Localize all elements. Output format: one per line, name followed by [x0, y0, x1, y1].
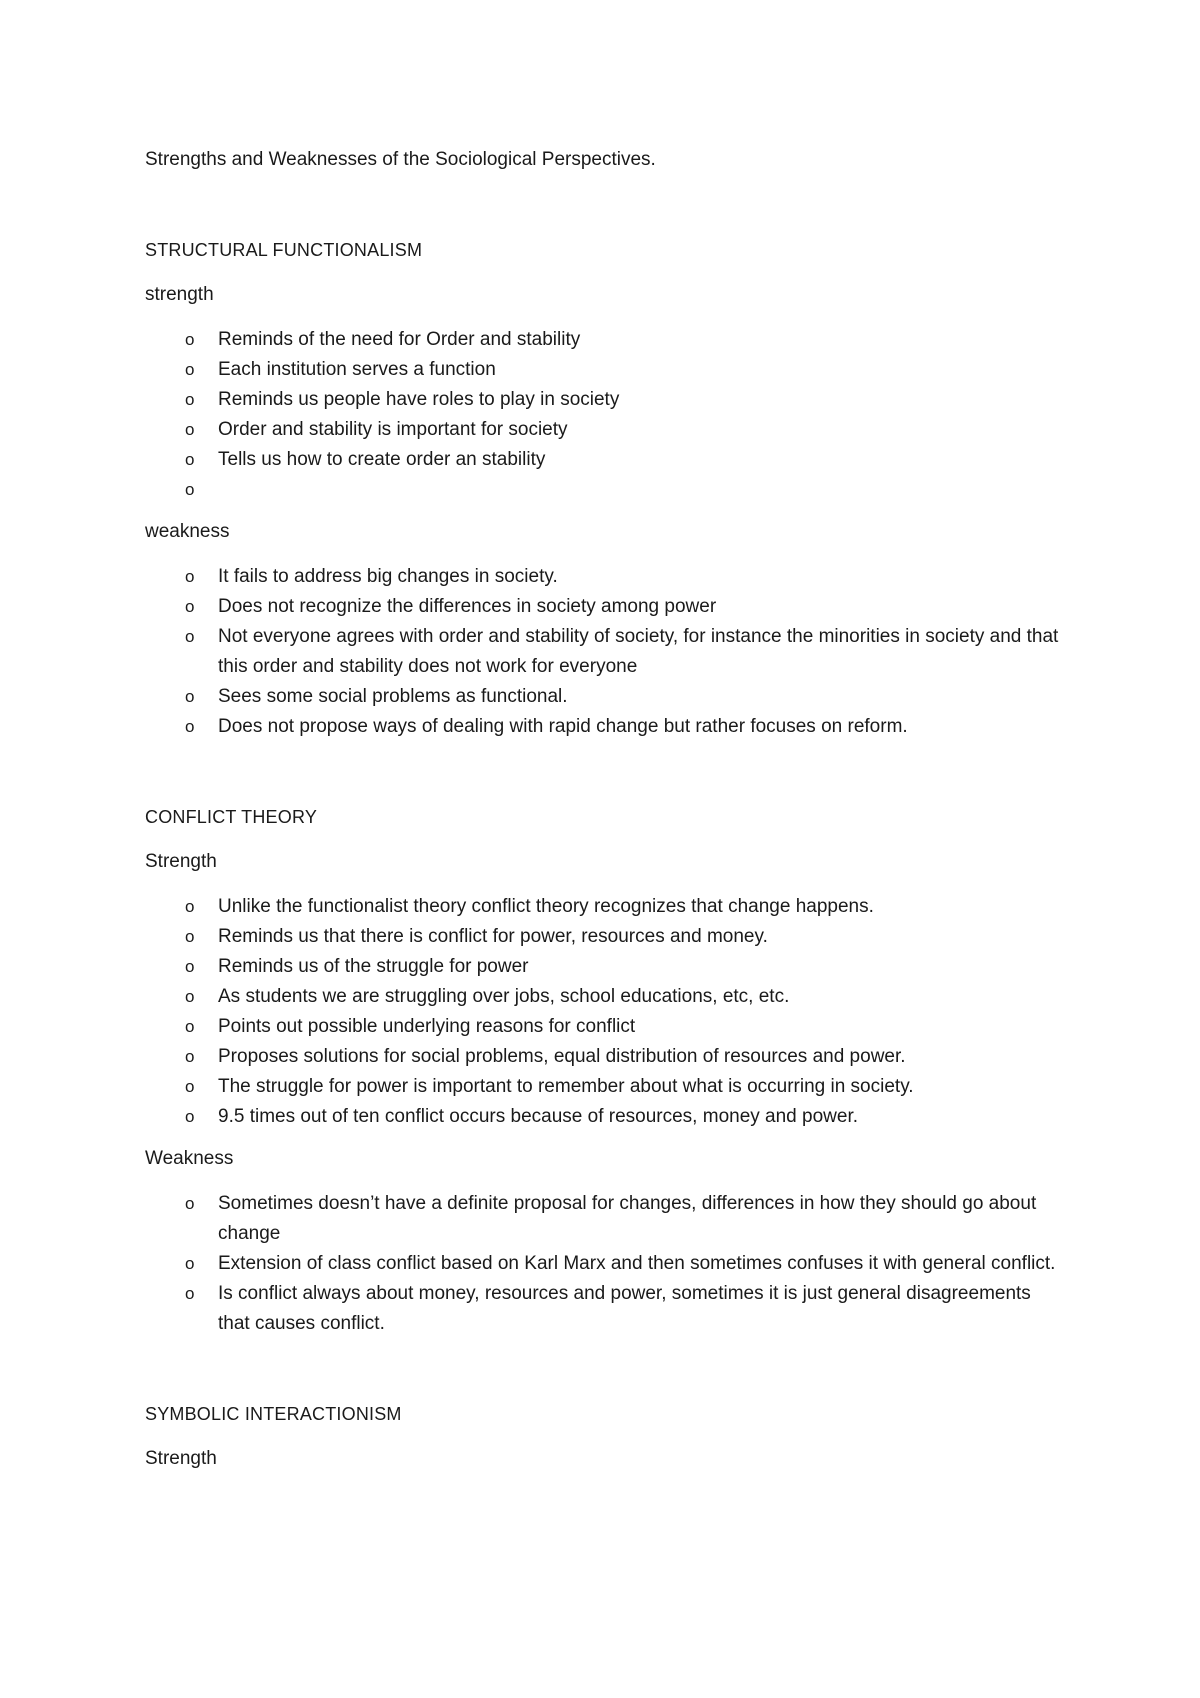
bullet-icon: o — [185, 687, 195, 706]
section-conflict-theory — [145, 802, 1065, 1339]
list-item — [145, 1279, 1065, 1339]
bullet-icon: o — [185, 717, 195, 736]
strength-list — [145, 325, 1065, 505]
section-heading: STRUCTURAL FUNCTIONALISM — [145, 240, 423, 260]
bullet-icon: o — [185, 420, 195, 439]
list-item — [145, 385, 1065, 415]
weakness-label: Weakness — [145, 1148, 234, 1169]
bullet-icon: o — [185, 567, 195, 586]
list-item-empty — [145, 475, 1065, 505]
list-item-text: It fails to address big changes in society. — [218, 566, 558, 587]
list-item-text: Proposes solutions for social problems, equal distribution of resources and power. — [218, 1046, 906, 1067]
bullet-icon: o — [185, 1107, 195, 1126]
weakness-list — [145, 1189, 1065, 1339]
list-item — [145, 415, 1065, 445]
bullet-icon: o — [185, 927, 195, 946]
list-item — [145, 922, 1065, 952]
list-item — [145, 355, 1065, 385]
strength-list — [145, 892, 1065, 1132]
section-heading: SYMBOLIC INTERACTIONISM — [145, 1404, 402, 1424]
list-item — [145, 1189, 1065, 1249]
list-item-text: Reminds of the need for Order and stability — [218, 329, 581, 350]
section-structural-functionalism — [145, 235, 1065, 742]
bullet-icon: o — [185, 450, 195, 469]
list-item — [145, 1012, 1065, 1042]
list-item-text: Reminds us of the struggle for power — [218, 956, 529, 977]
list-item-text: 9.5 times out of ten conflict occurs because of resources, money and power. — [218, 1106, 859, 1127]
bullet-icon: o — [185, 330, 195, 349]
bullet-icon: o — [185, 1194, 195, 1213]
list-item — [145, 682, 1065, 712]
document-title: Strengths and Weaknesses of the Sociological Perspectives. — [145, 149, 656, 170]
section-heading: CONFLICT THEORY — [145, 807, 318, 827]
list-item-text: Sometimes doesn’t have a definite proposal for changes, differences in how they should go about change — [218, 1193, 1037, 1244]
document-body — [145, 145, 1065, 1489]
list-item-text: Reminds us that there is conflict for power, resources and money. — [218, 926, 768, 947]
bullet-icon: o — [185, 1077, 195, 1096]
list-item — [145, 1072, 1065, 1102]
list-item-text: Points out possible underlying reasons for conflict — [218, 1016, 636, 1037]
strength-label: strength — [145, 284, 214, 305]
weakness-list — [145, 562, 1065, 742]
list-item-text: As students we are struggling over jobs, school educations, etc, etc. — [218, 986, 790, 1007]
list-item — [145, 712, 1065, 742]
list-item — [145, 562, 1065, 592]
list-item-text: The struggle for power is important to remember about what is occurring in society. — [218, 1076, 914, 1097]
bullet-icon: o — [185, 1017, 195, 1036]
list-item-text: Extension of class conflict based on Karl Marx and then sometimes confuses it with general conflict. — [218, 1253, 1056, 1274]
list-item-text: Not everyone agrees with order and stability of society, for instance the minorities in society and that this order and stability does not work for everyone — [218, 626, 1059, 677]
list-item — [145, 1102, 1065, 1132]
list-item-text: Sees some social problems as functional. — [218, 686, 568, 707]
list-item-text: Each institution serves a function — [218, 359, 496, 380]
list-item-text: Tells us how to create order an stability — [218, 449, 546, 470]
bullet-icon: o — [185, 1047, 195, 1066]
bullet-icon: o — [185, 897, 195, 916]
list-item — [145, 952, 1065, 982]
list-item — [145, 892, 1065, 922]
strength-label: Strength — [145, 851, 217, 872]
bullet-icon: o — [185, 1284, 195, 1303]
bullet-icon: o — [185, 360, 195, 379]
bullet-icon: o — [185, 627, 195, 646]
list-item — [145, 445, 1065, 475]
list-item-text: Does not propose ways of dealing with rapid change but rather focuses on reform. — [218, 716, 908, 737]
list-item-text: Is conflict always about money, resources and power, sometimes it is just general disagreements that causes conflict. — [218, 1283, 1031, 1334]
list-item — [145, 1042, 1065, 1072]
list-item-text: Order and stability is important for society — [218, 419, 568, 440]
bullet-icon: o — [185, 390, 195, 409]
bullet-icon: o — [185, 957, 195, 976]
bullet-icon: o — [185, 987, 195, 1006]
list-item-text: Unlike the functionalist theory conflict theory recognizes that change happens. — [218, 896, 874, 917]
list-item-text: Does not recognize the differences in society among power — [218, 596, 717, 617]
bullet-icon: o — [185, 1254, 195, 1273]
list-item — [145, 622, 1065, 682]
weakness-label: weakness — [145, 521, 230, 542]
list-item — [145, 1249, 1065, 1279]
list-item — [145, 592, 1065, 622]
bullet-icon: o — [185, 597, 195, 616]
list-item — [145, 325, 1065, 355]
strength-label: Strength — [145, 1448, 217, 1469]
bullet-icon: o — [185, 480, 195, 499]
list-item — [145, 982, 1065, 1012]
section-symbolic-interactionism — [145, 1399, 1065, 1474]
list-item-text: Reminds us people have roles to play in society — [218, 389, 620, 410]
